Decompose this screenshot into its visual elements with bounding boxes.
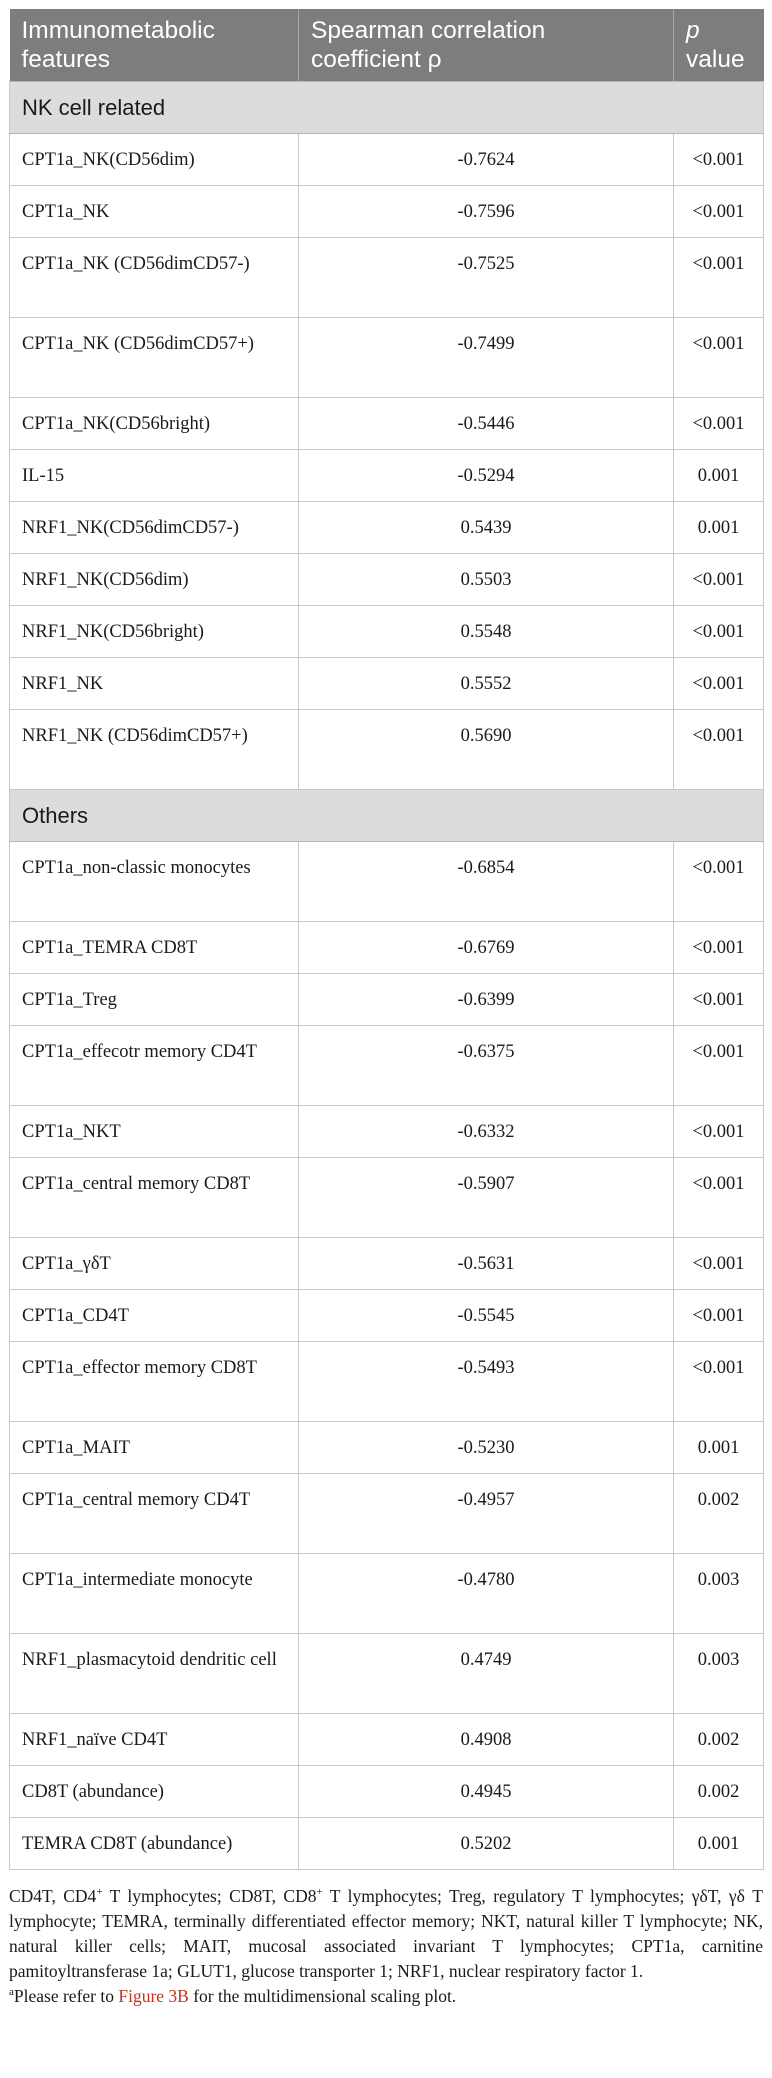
rho-cell: 0.4749 [299, 1634, 674, 1714]
table-row [10, 1026, 764, 1106]
rho-cell: -0.5631 [299, 1238, 674, 1290]
p-value-cell: <0.001 [674, 1158, 764, 1238]
table-row [10, 1554, 764, 1634]
feature-cell: NRF1_NK(CD56dim) [10, 554, 299, 606]
feature-cell: CPT1a_NK [10, 186, 299, 238]
rho-cell: -0.7525 [299, 238, 674, 318]
table-row [10, 502, 764, 554]
p-value-cell: 0.003 [674, 1634, 764, 1714]
table-row [10, 1634, 764, 1714]
header-p-rest: value [686, 46, 745, 73]
table-row [10, 318, 764, 398]
table-row [10, 1238, 764, 1290]
p-value-cell: <0.001 [674, 606, 764, 658]
table-header-row [10, 9, 764, 82]
p-value-cell: <0.001 [674, 710, 764, 790]
p-value-cell: 0.001 [674, 1818, 764, 1870]
rho-cell: -0.6854 [299, 842, 674, 922]
table-row [10, 1714, 764, 1766]
section-title: NK cell related [10, 82, 764, 134]
p-value-cell: <0.001 [674, 1238, 764, 1290]
p-value-cell: 0.002 [674, 1714, 764, 1766]
feature-cell: NRF1_naïve CD4T [10, 1714, 299, 1766]
p-value-cell: <0.001 [674, 658, 764, 710]
table-row [10, 606, 764, 658]
p-value-cell: <0.001 [674, 318, 764, 398]
feature-cell: CPT1a_central memory CD8T [10, 1158, 299, 1238]
rho-cell: -0.6769 [299, 922, 674, 974]
p-value-cell: <0.001 [674, 554, 764, 606]
section-header-row [10, 82, 764, 134]
rho-cell: -0.7499 [299, 318, 674, 398]
table-row [10, 1474, 764, 1554]
figure-3b-link[interactable]: Figure 3B [118, 1986, 189, 2006]
feature-cell: CPT1a_NK(CD56dim) [10, 134, 299, 186]
rho-cell: -0.4957 [299, 1474, 674, 1554]
p-value-cell: <0.001 [674, 1342, 764, 1422]
feature-cell: CPT1a_non-classic monocytes [10, 842, 299, 922]
feature-cell: CPT1a_NK (CD56dimCD57-) [10, 238, 299, 318]
p-value-cell: <0.001 [674, 238, 764, 318]
p-value-cell: 0.002 [674, 1474, 764, 1554]
rho-cell: -0.5230 [299, 1422, 674, 1474]
p-value-cell: <0.001 [674, 134, 764, 186]
table-row [10, 658, 764, 710]
table-row [10, 1342, 764, 1422]
p-value-cell: <0.001 [674, 1106, 764, 1158]
p-value-cell: 0.003 [674, 1554, 764, 1634]
table-row [10, 974, 764, 1026]
feature-cell: NRF1_plasmacytoid dendritic cell [10, 1634, 299, 1714]
rho-cell: -0.6399 [299, 974, 674, 1026]
feature-cell: CPT1a_NKT [10, 1106, 299, 1158]
rho-cell: -0.5294 [299, 450, 674, 502]
p-value-cell: 0.001 [674, 502, 764, 554]
table-row [10, 238, 764, 318]
feature-cell: IL-15 [10, 450, 299, 502]
feature-cell: CPT1a_TEMRA CD8T [10, 922, 299, 974]
table-row [10, 450, 764, 502]
feature-cell: CPT1a_central memory CD4T [10, 1474, 299, 1554]
feature-cell: TEMRA CD8T (abundance) [10, 1818, 299, 1870]
correlation-table [9, 9, 764, 1870]
table-row [10, 1818, 764, 1870]
feature-cell: CPT1a_NK (CD56dimCD57+) [10, 318, 299, 398]
feature-cell: CPT1a_γδT [10, 1238, 299, 1290]
p-value-cell: <0.001 [674, 922, 764, 974]
rho-cell: -0.5907 [299, 1158, 674, 1238]
table-wrapper [9, 9, 763, 2009]
section-title: Others [10, 790, 764, 842]
rho-cell: 0.4945 [299, 1766, 674, 1818]
table-row [10, 842, 764, 922]
p-value-cell: 0.001 [674, 450, 764, 502]
rho-cell: 0.5439 [299, 502, 674, 554]
table-row [10, 1106, 764, 1158]
p-value-cell: <0.001 [674, 1026, 764, 1106]
rho-cell: -0.7596 [299, 186, 674, 238]
feature-cell: NRF1_NK [10, 658, 299, 710]
table-row [10, 398, 764, 450]
table-row [10, 710, 764, 790]
feature-cell: CPT1a_effector memory CD8T [10, 1342, 299, 1422]
header-p-italic: p [686, 17, 700, 44]
table-row [10, 134, 764, 186]
figure-reference-note: $^a$Please refer to Figure 3B for the multidimensional scaling plot. [9, 1986, 457, 2006]
rho-cell: -0.4780 [299, 1554, 674, 1634]
rho-cell: 0.5690 [299, 710, 674, 790]
p-value-cell: <0.001 [674, 842, 764, 922]
p-value-cell: 0.002 [674, 1766, 764, 1818]
feature-cell: CPT1a_intermediate monocyte [10, 1554, 299, 1634]
rho-cell: 0.5548 [299, 606, 674, 658]
p-value-cell: <0.001 [674, 974, 764, 1026]
rho-cell: 0.5552 [299, 658, 674, 710]
rho-cell: -0.5446 [299, 398, 674, 450]
p-value-cell: <0.001 [674, 398, 764, 450]
header-spearman: Spearman correlation coefficient ρ [299, 9, 674, 82]
table-row [10, 554, 764, 606]
rho-cell: 0.5202 [299, 1818, 674, 1870]
feature-cell: NRF1_NK(CD56dimCD57-) [10, 502, 299, 554]
feature-cell: NRF1_NK(CD56bright) [10, 606, 299, 658]
table-row [10, 922, 764, 974]
rho-cell: 0.5503 [299, 554, 674, 606]
feature-cell: CPT1a_CD4T [10, 1290, 299, 1342]
note-marker: a [9, 1986, 14, 1999]
rho-cell: -0.6332 [299, 1106, 674, 1158]
table-body [10, 82, 764, 1870]
rho-cell: 0.4908 [299, 1714, 674, 1766]
table-footnotes [9, 1884, 763, 2009]
rho-cell: -0.5545 [299, 1290, 674, 1342]
header-p-value [674, 9, 764, 82]
rho-cell: -0.6375 [299, 1026, 674, 1106]
header-features: Immunometabolic features [10, 9, 299, 82]
rho-cell: -0.7624 [299, 134, 674, 186]
p-value-cell: 0.001 [674, 1422, 764, 1474]
section-header-row [10, 790, 764, 842]
feature-cell: NRF1_NK (CD56dimCD57+) [10, 710, 299, 790]
rho-cell: -0.5493 [299, 1342, 674, 1422]
p-value-cell: <0.001 [674, 186, 764, 238]
table-row [10, 1422, 764, 1474]
feature-cell: CPT1a_Treg [10, 974, 299, 1026]
table-row [10, 1290, 764, 1342]
feature-cell: CPT1a_MAIT [10, 1422, 299, 1474]
table-row [10, 1766, 764, 1818]
table-row [10, 1158, 764, 1238]
feature-cell: CD8T (abundance) [10, 1766, 299, 1818]
feature-cell: CPT1a_effecotr memory CD4T [10, 1026, 299, 1106]
abbreviations-note: CD4T, CD4+ T lymphocytes; CD8T, CD8+ T lymphocytes; Treg, regulatory T lymphocytes; γδT, γδ T lymphocyte; TEMRA, terminally differentiated effector memory; NKT, natural killer T lymphocyte; NK, natural killer cells; MAIT, mucosal associated invariant T lymphocytes; CPT1a, carnitine pamitoyltransferase 1a; GLUT1, glucose transporter 1; NRF1, nuclear respiratory factor 1. [9, 1886, 763, 1981]
p-value-cell: <0.001 [674, 1290, 764, 1342]
table-row [10, 186, 764, 238]
feature-cell: CPT1a_NK(CD56bright) [10, 398, 299, 450]
